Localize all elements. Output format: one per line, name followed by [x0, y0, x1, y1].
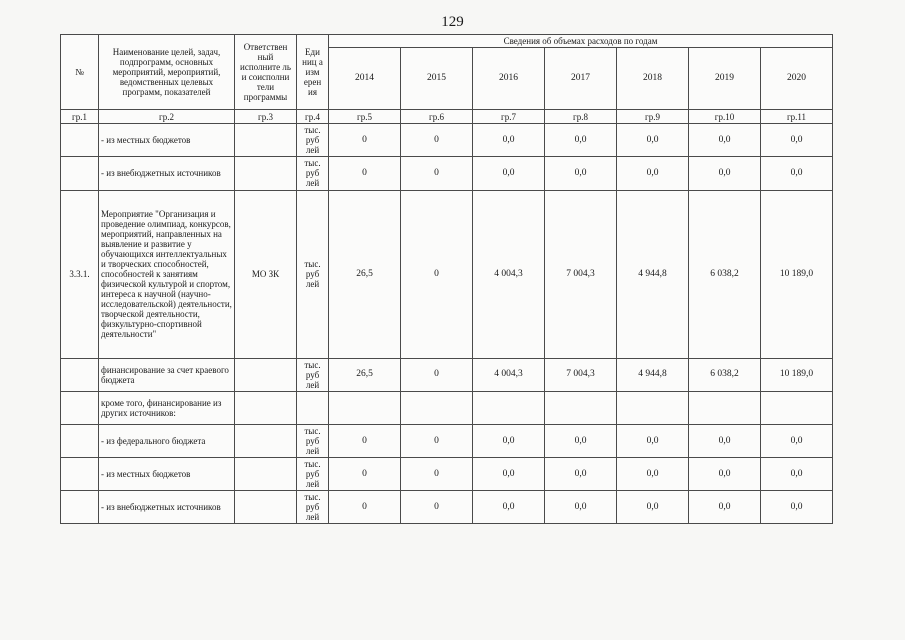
row-value-2020: 0,0: [761, 458, 833, 491]
header-years-group: Сведения об объемах расходов по годам: [329, 35, 833, 48]
row-value-2015: 0: [401, 190, 473, 358]
page-number: 129: [441, 14, 464, 30]
row-number: [61, 458, 99, 491]
row-value-2015: 0: [401, 424, 473, 457]
table-row: [61, 190, 833, 358]
group-cell: гр.10: [689, 110, 761, 124]
row-value-2017: 0,0: [545, 491, 617, 524]
row-value-2019: 0,0: [689, 124, 761, 157]
row-responsible: [235, 391, 297, 424]
row-value-2019: 0,0: [689, 458, 761, 491]
group-cell: гр.9: [617, 110, 689, 124]
row-number: [61, 157, 99, 190]
row-value-2014: 26,5: [329, 190, 401, 358]
row-unit: тыс. руб лей: [297, 124, 329, 157]
header-year-2018: 2018: [617, 48, 689, 110]
row-name: - из внебюджетных источников: [99, 491, 235, 524]
row-name: Мероприятие "Организация и проведение олимпиад, конкурсов, мероприятий, направленных на выявление и развитие у обучающихся интеллектуальных и творческих способностей, способностей к занятиям физической культурой и спортом, интереса к научной (научно-исследовательской) деятельности, творческой деятельности, физкультурно-спортивной деятельности": [99, 190, 235, 358]
row-value-2018: 0,0: [617, 124, 689, 157]
row-value-2017: 0,0: [545, 424, 617, 457]
row-responsible: [235, 424, 297, 457]
group-cell: гр.2: [99, 110, 235, 124]
row-value-2017: [545, 391, 617, 424]
table-row: [61, 458, 833, 491]
budget-table: [60, 34, 833, 524]
row-value-2016: 0,0: [473, 458, 545, 491]
row-value-2017: 0,0: [545, 124, 617, 157]
row-unit: [297, 391, 329, 424]
row-unit: тыс. руб лей: [297, 458, 329, 491]
row-value-2015: 0: [401, 491, 473, 524]
row-value-2016: [473, 391, 545, 424]
row-number: [61, 424, 99, 457]
row-value-2015: 0: [401, 458, 473, 491]
header-responsible: Ответствен ный исполните ль и соисполни тели программы: [235, 35, 297, 110]
row-value-2020: 0,0: [761, 124, 833, 157]
header-year-2017: 2017: [545, 48, 617, 110]
row-value-2017: 7 004,3: [545, 358, 617, 391]
header-year-2019: 2019: [689, 48, 761, 110]
row-unit: тыс. руб лей: [297, 358, 329, 391]
row-name: - из федерального бюджета: [99, 424, 235, 457]
row-value-2020: 0,0: [761, 491, 833, 524]
row-name: - из местных бюджетов: [99, 124, 235, 157]
row-number: 3.3.1.: [61, 190, 99, 358]
header-year-2020: 2020: [761, 48, 833, 110]
row-value-2020: 0,0: [761, 157, 833, 190]
row-responsible: [235, 124, 297, 157]
row-value-2016: 0,0: [473, 491, 545, 524]
row-value-2019: 0,0: [689, 491, 761, 524]
header-year-2015: 2015: [401, 48, 473, 110]
row-value-2018: 4 944,8: [617, 190, 689, 358]
row-value-2017: 0,0: [545, 157, 617, 190]
group-cell: гр.5: [329, 110, 401, 124]
table-row: [61, 491, 833, 524]
row-value-2018: 0,0: [617, 458, 689, 491]
header-num: №: [61, 35, 99, 110]
row-value-2014: 0: [329, 124, 401, 157]
group-cell: гр.8: [545, 110, 617, 124]
header-year-2016: 2016: [473, 48, 545, 110]
row-value-2018: [617, 391, 689, 424]
row-name: кроме того, финансирование из других источников:: [99, 391, 235, 424]
row-value-2014: 0: [329, 491, 401, 524]
row-value-2014: [329, 391, 401, 424]
row-responsible: [235, 491, 297, 524]
row-value-2015: [401, 391, 473, 424]
row-value-2018: 0,0: [617, 491, 689, 524]
group-cell: гр.1: [61, 110, 99, 124]
row-responsible: МО ЗК: [235, 190, 297, 358]
row-value-2016: 0,0: [473, 157, 545, 190]
row-value-2018: 0,0: [617, 157, 689, 190]
row-value-2019: 6 038,2: [689, 358, 761, 391]
row-number: [61, 491, 99, 524]
row-value-2014: 0: [329, 157, 401, 190]
row-value-2020: 10 189,0: [761, 358, 833, 391]
row-number: [61, 358, 99, 391]
row-name: - из местных бюджетов: [99, 458, 235, 491]
group-cell: гр.7: [473, 110, 545, 124]
row-value-2019: 6 038,2: [689, 190, 761, 358]
row-value-2019: [689, 391, 761, 424]
header-year-2014: 2014: [329, 48, 401, 110]
row-unit: тыс. руб лей: [297, 157, 329, 190]
header-unit: Еди ниц а изм ерен ия: [297, 35, 329, 110]
table-row: [61, 391, 833, 424]
row-unit: тыс. руб лей: [297, 190, 329, 358]
row-name: - из внебюджетных источников: [99, 157, 235, 190]
row-responsible: [235, 157, 297, 190]
row-value-2016: 4 004,3: [473, 358, 545, 391]
row-name: финансирование за счет краевого бюджета: [99, 358, 235, 391]
row-value-2015: 0: [401, 358, 473, 391]
row-value-2016: 0,0: [473, 424, 545, 457]
row-number: [61, 124, 99, 157]
row-responsible: [235, 458, 297, 491]
group-cell: гр.11: [761, 110, 833, 124]
row-value-2018: 0,0: [617, 424, 689, 457]
row-value-2018: 4 944,8: [617, 358, 689, 391]
table-row: [61, 358, 833, 391]
row-value-2020: 10 189,0: [761, 190, 833, 358]
row-value-2014: 0: [329, 424, 401, 457]
group-cell: гр.4: [297, 110, 329, 124]
row-value-2014: 0: [329, 458, 401, 491]
row-number: [61, 391, 99, 424]
table-row: [61, 157, 833, 190]
row-value-2015: 0: [401, 157, 473, 190]
row-value-2017: 7 004,3: [545, 190, 617, 358]
row-value-2014: 26,5: [329, 358, 401, 391]
row-value-2020: 0,0: [761, 424, 833, 457]
table-row: [61, 424, 833, 457]
row-value-2019: 0,0: [689, 157, 761, 190]
group-cell: гр.3: [235, 110, 297, 124]
row-unit: тыс. руб лей: [297, 491, 329, 524]
row-value-2016: 0,0: [473, 124, 545, 157]
group-cell: гр.6: [401, 110, 473, 124]
row-value-2020: [761, 391, 833, 424]
table-row: [61, 124, 833, 157]
row-responsible: [235, 358, 297, 391]
row-value-2016: 4 004,3: [473, 190, 545, 358]
row-unit: тыс. руб лей: [297, 424, 329, 457]
row-value-2015: 0: [401, 124, 473, 157]
header-name: Наименование целей, задач, подпрограмм, основных мероприятий, мероприятий, ведомственных целевых программ, показателей: [99, 35, 235, 110]
row-value-2017: 0,0: [545, 458, 617, 491]
row-value-2019: 0,0: [689, 424, 761, 457]
